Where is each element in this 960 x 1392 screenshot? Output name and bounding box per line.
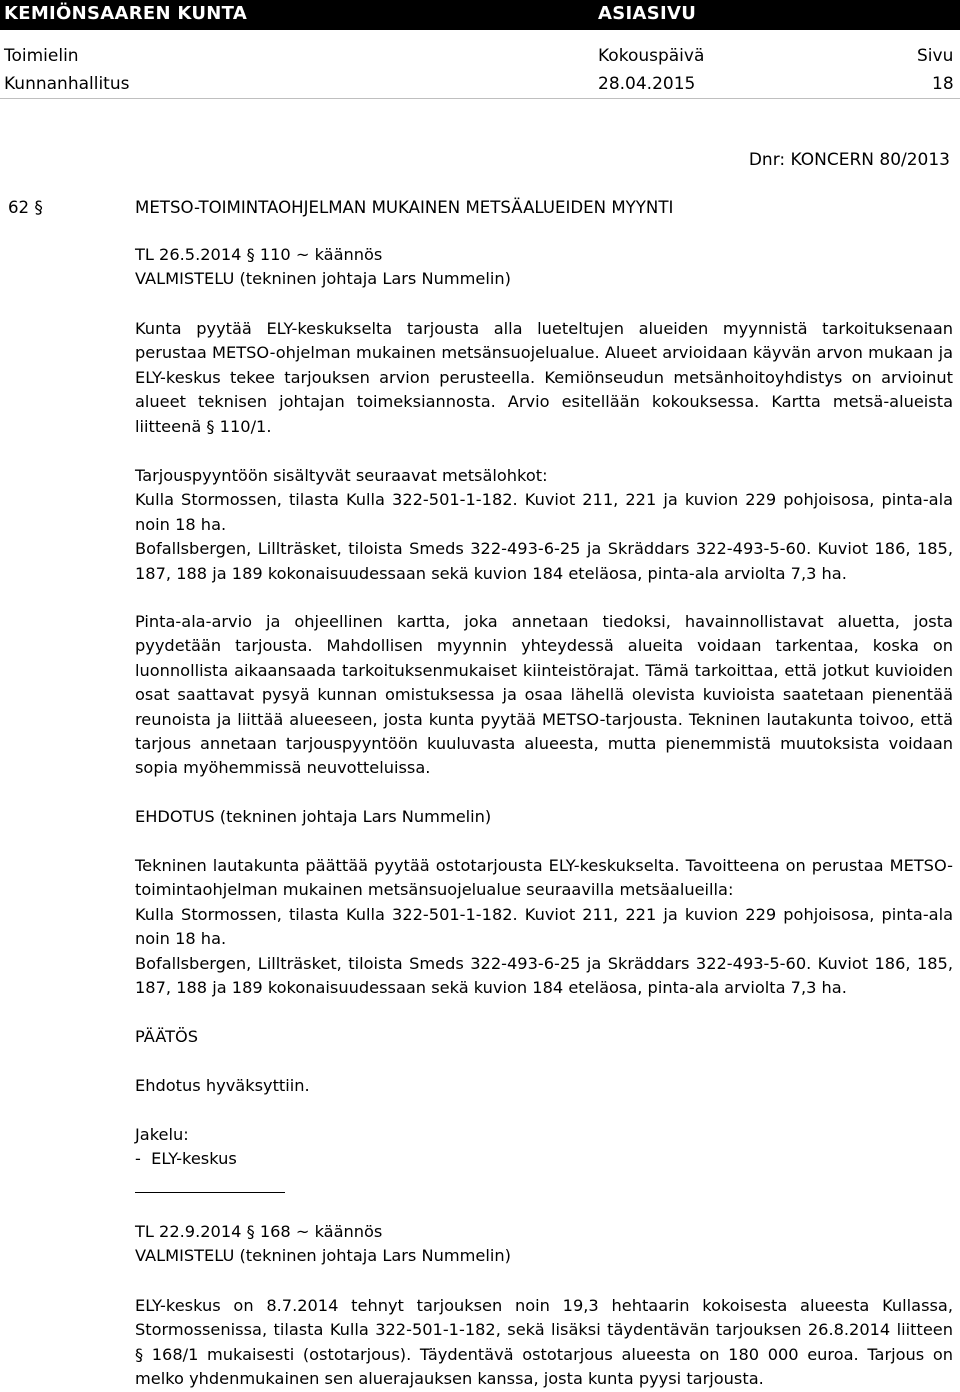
item-title: METSO-TOIMINTAOHJELMAN MUKAINEN METSÄALUEIDEN MYYNTI	[135, 198, 674, 217]
tl-1-paragraph-1: Kunta pyytää ELY-keskukselta tarjousta alla lueteltujen alueiden myynnistä tarkoituksenaan perustaa METSO-ohjelman mukainen metsänsuojelualue. Alueet arvioidaan käyvän arvon mukaan ja ELY-keskus tekee tarjouksen arvion perusteella. Kemiönseudun metsänhoitoyhdistys on arvioinut alueet teknisen johtajan toimeksiannosta. Arvio esitellään kokouksessa. Kartta metsä-alueista liitteenä § 110/1.	[135, 319, 953, 436]
tl-2-paragraph-block	[135, 1294, 953, 1392]
tl-1-proposal-text: Tekninen lautakunta päättää pyytää ostotarjousta ELY-keskukselta. Tavoitteena on perustaa METSO-toimintaohjelman mukainen metsänsuojelualue seuraavilla metsäalueilla:	[135, 856, 953, 900]
decision-text: Ehdotus hyväksyttiin.	[135, 1076, 310, 1095]
tl-1-proposal-area-a: Kulla Stormossen, tilasta Kulla 322-501-1-182. Kuviot 211, 221 ja kuvion 229 pohjoisosa, pinta-ala noin 18 ha.	[135, 904, 953, 949]
header-divider	[0, 98, 960, 99]
tl-1-paragraph-3-block	[135, 610, 953, 781]
header-bar	[0, 0, 960, 30]
tl-1-preparation: VALMISTELU (tekninen johtaja Lars Nummelin)	[135, 269, 511, 289]
document-type: ASIASIVU	[598, 3, 697, 24]
tl-1-paragraph-2-intro: Tarjouspyyntöön sisältyvät seuraavat metsälohkot:	[135, 466, 548, 485]
distribution-label: Jakelu:	[135, 1125, 189, 1144]
tl-2-line: TL 22.9.2014 § 168 ~ käännös	[135, 1222, 383, 1241]
tl-1-line: TL 26.5.2014 § 110 ~ käännös	[135, 245, 383, 264]
tl-1-paragraph-2-area-b: Bofallsbergen, Lillträsket, tiloista Smeds 322-493-6-25 ja Skräddars 322-493-5-60. Kuviot 186, 185, 187, 188 ja 189 kokonaisuudessaan sekä kuvion 184 eteläosa, pinta-ala arviolta 7,3 ha.	[135, 539, 953, 583]
meeting-date: 28.04.2015	[598, 74, 696, 94]
tl-1-paragraph-1-block	[135, 317, 953, 439]
item-number-line	[8, 198, 43, 218]
tl-2-paragraph-1: ELY-keskus on 8.7.2014 tehnyt tarjouksen noin 19,3 hehtaarin kokoisesta alueesta Kullassa, Stormossenissa, tilasta Kulla 322-501-1-182, sekä lisäksi täydentävän tarjouksen 26.8.2014 liitteen § 168/1 mukaisesti (ostotarjous). Täydentävä ostotarjous alueesta on 180 000 euroa. Tarjous on melko yhdenmukainen sen aluerajauksen kanssa, josta kunta pyysi tarjousta.	[135, 1296, 953, 1389]
distribution-item: - ELY-keskus	[135, 1149, 237, 1169]
tl-1-proposal-block	[135, 854, 953, 1000]
tl-1-paragraph-2-area-a: Kulla Stormossen, tilasta Kulla 322-501-1-182. Kuviot 211, 221 ja kuvion 229 pohjoisosa, pinta-ala noin 18 ha.	[135, 490, 953, 534]
section-sign: §	[34, 198, 43, 218]
tl-1-paragraph-3: Pinta-ala-arvio ja ohjeellinen kartta, joka annetaan tiedoksi, havainnollistavat aluetta, josta pyydetään tarjousta. Mahdollisen myynnin yhteydessä alueita voidaan tarkentaa, koska on luonnollista aikaansaada tarkoituksenmukaiset kiinteistörajat. Tämä tarkoittaa, että jotkut kuvioiden osat saattavat pysyä kunnan omistuksessa ja osaa lähellä olevista kuvioista saatetaan pienentää reunoista ja liittää alueeseen, josta kunta pyytää METSO-tarjousta. Tekninen lautakunta toivoo, että tarjous annetaan tarjouspyyntöön kuuluvasta alueesta, mutta pienemmistä muutoksista voidaan sopia myöhemmissä neuvotteluissa.	[135, 612, 953, 778]
distribution-block	[135, 1123, 953, 1172]
separator-line	[135, 1192, 285, 1193]
tl-1-proposal-area-b: Bofallsbergen, Lillträsket, tiloista Smeds 322-493-6-25 ja Skräddars 322-493-5-60. Kuviot 186, 185, 187, 188 ja 189 kokonaisuudessaan sekä kuvion 184 eteläosa, pinta-ala arviolta 7,3 ha.	[135, 953, 953, 998]
page-number: 18	[932, 74, 954, 94]
decision-heading: PÄÄTÖS	[135, 1027, 198, 1046]
label-date: Kokouspäivä	[598, 46, 705, 66]
tl-1-header	[135, 243, 953, 292]
dnr-number: Dnr: KONCERN 80/2013	[748, 150, 950, 170]
tl-2-header	[135, 1220, 953, 1269]
proposal-heading: EHDOTUS (tekninen johtaja Lars Nummelin)	[135, 807, 492, 826]
meeting-body: Kunnanhallitus	[4, 74, 130, 94]
tl-2-preparation: VALMISTELU (tekninen johtaja Lars Nummelin)	[135, 1246, 511, 1266]
item-number: 62	[8, 198, 30, 217]
label-page: Sivu	[917, 46, 954, 66]
tl-1-paragraph-2-block	[135, 464, 953, 586]
label-body: Toimielin	[4, 46, 79, 66]
organization-name: KEMIÖNSAAREN KUNTA	[4, 3, 248, 24]
